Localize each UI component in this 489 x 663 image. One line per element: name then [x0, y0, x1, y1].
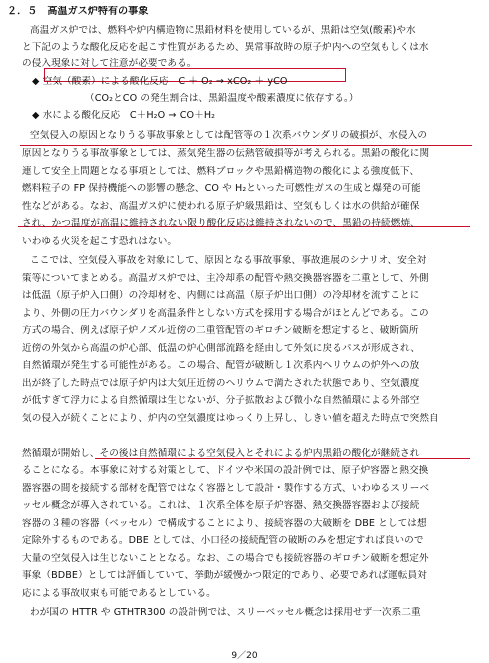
- paragraph-line: 気の侵入が続くことにより、炉内の空気濃度はゆっくり上昇し、しきい値を超えた時点で突然自: [22, 413, 439, 424]
- paragraph-line: 連して安全上問題となる事項としては、燃料ブロックや黒鉛構造物の酸化による強度低下、: [22, 166, 420, 177]
- page-number: 9／20: [231, 651, 258, 661]
- paragraph-line: 応による事故収束も可能であるとしている。: [22, 588, 216, 599]
- paragraph-line: 然循環が開始し、その後は自然循環による空気侵入とそれによる炉内黒鉛の酸化が継続され: [22, 448, 420, 459]
- paragraph-line: 性などがある。なお、高温ガス炉に使われる原子炉級黒鉛は、空気もしくは水の供給が確保: [22, 201, 420, 212]
- paragraph-line: と下記のような酸化反応を起こす性質があるため、異常事故時の原子炉内への空気もしくは水: [22, 42, 429, 53]
- bullet-note: （CO₂とCO の発生割合は、黒鉛温度や酸素濃度に依存する。）: [85, 93, 359, 104]
- bullet-air-oxidation: ◆ 空気（酸素）による酸化反応 C ＋ O₂ → xCO₂ ＋ yCO: [32, 76, 288, 87]
- highlight-underline-air-ingress: [20, 145, 472, 146]
- paragraph-line: 自然循環が発生する可能性がある。この場合、配管が破断し１次系内ヘリウムの炉外への放: [22, 360, 420, 371]
- paragraph-line: が低すぎて浮力による自然循環は生じないが、分子拡散および微小な自然循環による外部空: [22, 395, 420, 406]
- paragraph-line: 容器の３種の容器（ベッセル）で構成することにより、接続容器の大破断を DBE としては想: [22, 518, 427, 529]
- paragraph-line: わが国の HTTR や GTHTR300 の設計例では、スリーベッセル概念は採用せず一次系二重: [30, 607, 421, 618]
- paragraph-line: 事象（BDBE）としては評価していて、挙動が緩慢かつ限定的であり、必要であれば運転員対: [22, 570, 427, 581]
- paragraph-line: 近傍の外気から高温の炉心部、低温の炉心側部流路を経由して外気に戻るパスが形成され、: [22, 343, 421, 354]
- paragraph-line: いわゆる火災を起こす恐れはない。: [22, 236, 178, 247]
- paragraph-line: 定除外するものである。DBE としては、小口径の接続配管の破断のみを想定すれば良いので: [22, 535, 424, 546]
- paragraph-line: 器容器の間を接続する部材を配管ではなく容器として設計・製作する方式、いわゆるスリーベ: [22, 483, 430, 494]
- bullet-water-oxidation: ◆ 水による酸化反応 C＋H₂O → CO＋H₂: [32, 110, 216, 121]
- paragraph-line: の侵入現象に対して注意が必要である。: [22, 58, 197, 69]
- paragraph-line: 高温ガス炉では、燃料や炉内構造物に黒鉛材料を使用しているが、黒鉛は空気(酸素)や水: [30, 25, 416, 36]
- paragraph-line: ここでは、空気侵入事故を対象にして、原因となる事故事象、事故進展のシナリオ、安全対: [30, 255, 427, 266]
- section-title: 高温ガス炉特有の事象: [47, 6, 149, 17]
- paragraph-line: より、外側の圧力バウンダリを高温条件としない方式を採用する場合がほとんどである。この: [22, 308, 429, 319]
- paragraph-line: 大量の空気侵入は生じないこととなる。なお、この場合でも接続容器のギロチン破断を想定外: [22, 553, 429, 564]
- section-number: ２．５: [7, 6, 38, 17]
- section-heading: [7, 6, 459, 17]
- paragraph-line: 原因となりうる事故事象としては、蒸気発生器の伝熱管破損等が考えられる。黒鉛の酸化に関: [22, 148, 430, 159]
- paragraph-line: 方式の場合、例えば原子炉ノズル近傍の二重管配管のギロチン破断を想定すると、破断箇所: [22, 325, 419, 336]
- paragraph-line: は低温（原子炉入口側）の冷却材を、内側には高温（原子炉出口側）の冷却材を流すことに: [22, 290, 420, 301]
- paragraph-line: 出が終了した時点では原子炉内は大気圧近傍のヘリウムで満たされた状態であり、空気濃度: [22, 378, 420, 389]
- paragraph-line: 策等についてまとめる。高温ガス炉では、主冷却系の配管や熱交換器容器を二重として、外側: [22, 273, 429, 284]
- paragraph-line: され、かつ温度が高温に維持されない限り酸化反応は維持されないので、黒鉛の持続燃焼、: [22, 218, 420, 229]
- paragraph-line: 燃料粒子の FP 保持機能への影響の懸念、CO や H₂といった可燃性ガスの生成と爆発の可能: [22, 183, 421, 194]
- paragraph-line: ることになる。本事象に対する対策として、ドイツや米国の設計例では、原子炉容器と熱交換: [22, 465, 429, 476]
- paragraph-line: 空気侵入の原因となりうる事故事象としては配管等の１次系バウンダリの破損が、水侵入の: [30, 130, 428, 141]
- paragraph-line: ッセル概念が導入されている。これは、１次系全体を原子炉容器、熱交換器容器および接続: [22, 500, 420, 511]
